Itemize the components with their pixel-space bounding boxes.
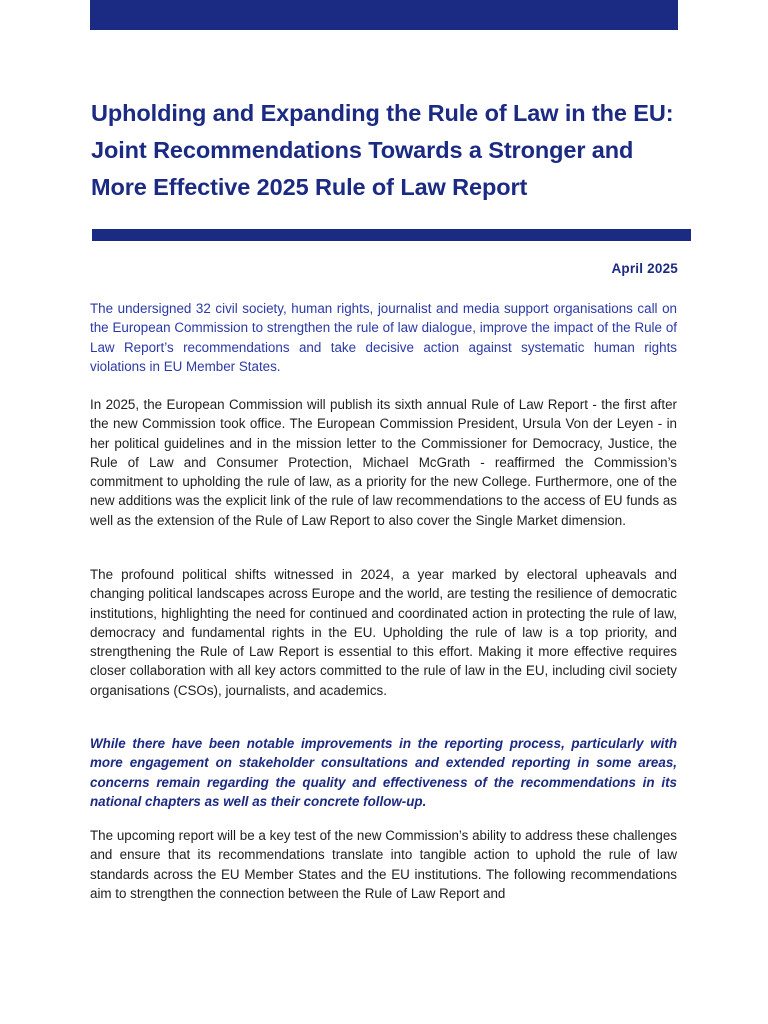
body-paragraph-3: The upcoming report will be a key test of the new Commission’s ability to address these challenges and ensure that its recommendations translate into tangible action to uphold the rule of law standards across the EU Member States and the EU institutions. The following recommendations aim to strengthen the connection between the Rule of Law Report and (90, 828, 677, 901)
header-bar (90, 0, 678, 30)
body-paragraph-1: In 2025, the European Commission will publish its sixth annual Rule of Law Report - the first after the new Commission took office. The European Commission President, Ursula Von der Leyen - in her political guidelines and in the mission letter to the Commissioner for Democracy, Justice, the Rule of Law and Consumer Protection, Michael McGrath - reaffirmed the Commission’s commitment to upholding the rule of law, as a priority for the new College. Furthermore, one of the new additions was the explicit link of the rule of law recommendations to the access of EU funds as well as the extension of the Rule of Law Report to also cover the Single Market dimension. (90, 397, 677, 528)
highlight-paragraph: While there have been notable improvements in the reporting process, particularly with more engagement on stakeholder consultations and extended reporting in some areas, concerns remain regarding the quality and effectiveness of the recommendations in its national chapters as well as their concrete follow-up. (90, 736, 677, 809)
title-divider (92, 229, 691, 241)
body-paragraph-2: The profound political shifts witnessed in 2024, a year marked by electoral upheavals and changing political landscapes across Europe and the world, are testing the resilience of democratic institutions, highlighting the need for continued and coordinated action in protecting the rule of law, democracy and fundamental rights in the EU. Upholding the rule of law is a top priority, and strengthening the Rule of Law Report is essential to this effort. Making it more effective requires closer collaboration with all key actors committed to the rule of law in the EU, including civil society organisations (CSOs), journalists, and academics. (90, 567, 677, 698)
intro-paragraph: The undersigned 32 civil society, human rights, journalist and media support organisations call on the European Commission to strengthen the rule of law dialogue, improve the impact of the Rule of Law Report’s recommendations and take decisive action against systematic human rights violations in EU Member States. (90, 301, 677, 374)
document-date: April 2025 (611, 261, 678, 276)
document-title: Upholding and Expanding the Rule of Law in the EU: Joint Recommendations Towards a Stronger and More Effective 2025 Rule of Law Report (91, 100, 674, 200)
